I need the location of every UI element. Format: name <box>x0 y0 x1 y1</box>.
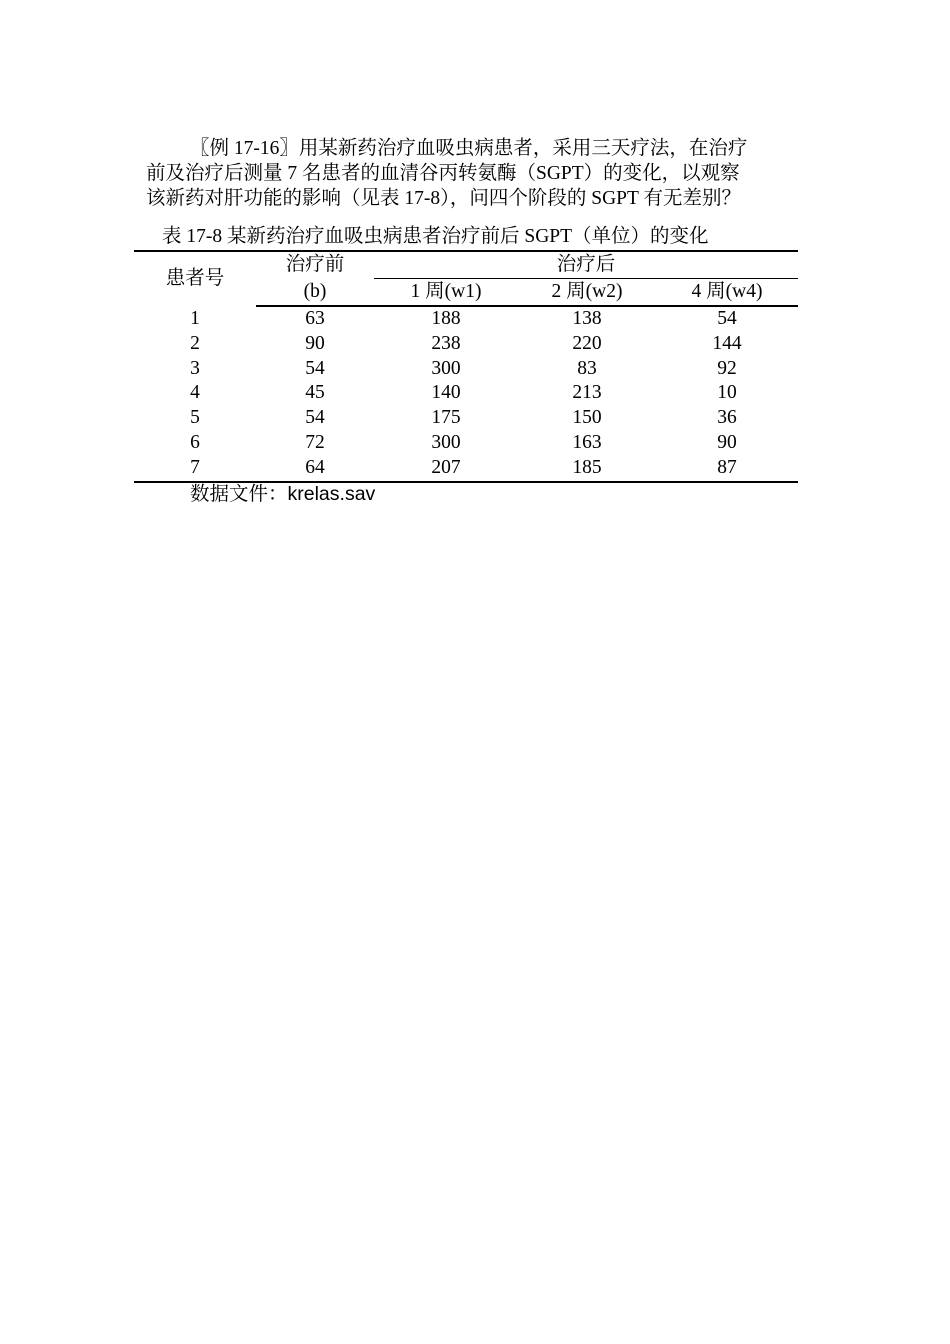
cell-week2: 220 <box>572 332 602 354</box>
cell-patient-id: 2 <box>190 332 200 354</box>
header-pre-treatment-code: (b) <box>256 279 374 307</box>
table-caption: 表 17-8 某新药治疗血吸虫病患者治疗前后 SGPT（单位）的变化 <box>162 226 709 247</box>
table-row <box>134 332 798 357</box>
cell-patient-id: 7 <box>134 456 256 482</box>
cell-week2: 213 <box>572 382 602 404</box>
table-row <box>134 306 798 332</box>
table-body <box>134 306 798 482</box>
cell-week1: 175 <box>431 407 461 429</box>
cell-week2: 83 <box>577 357 597 379</box>
header-patient-id: 患者号 <box>134 251 256 306</box>
paragraph-line: 〖例 17-16〗用某新药治疗血吸虫病患者，采用三天疗法，在治疗 <box>190 138 748 159</box>
cell-patient-id: 5 <box>190 407 200 429</box>
cell-week1: 300 <box>431 357 461 379</box>
table-row <box>134 357 798 382</box>
data-file-label: 数据文件： <box>190 484 288 505</box>
table-row <box>134 456 798 482</box>
cell-patient-id: 3 <box>190 357 200 379</box>
table-row <box>134 406 798 431</box>
cell-week4: 36 <box>717 407 737 429</box>
cell-pre-treatment: 72 <box>305 431 325 453</box>
cell-week4: 54 <box>717 308 737 329</box>
sgpt-table <box>134 250 798 483</box>
cell-pre-treatment: 64 <box>256 456 374 482</box>
cell-patient-id: 1 <box>190 307 200 329</box>
cell-week2: 138 <box>572 308 602 329</box>
header-week1: 1 周(w1) <box>374 279 518 307</box>
table-row <box>134 381 798 406</box>
cell-week2: 163 <box>572 431 602 453</box>
sgpt-table-container <box>134 250 798 483</box>
data-file-name: krelas.sav <box>287 483 376 505</box>
cell-patient-id: 4 <box>190 382 200 404</box>
cell-pre-treatment: 63 <box>305 308 325 329</box>
cell-week4: 10 <box>717 382 737 404</box>
header-post-treatment: 治疗后 <box>374 251 798 279</box>
cell-week1: 188 <box>431 308 461 329</box>
cell-week4: 90 <box>717 431 737 453</box>
header-pre-treatment: 治疗前 <box>256 251 374 279</box>
cell-week1: 140 <box>431 382 461 404</box>
table-row <box>134 431 798 456</box>
cell-pre-treatment: 54 <box>305 407 325 429</box>
cell-pre-treatment: 90 <box>305 332 325 354</box>
cell-pre-treatment: 45 <box>305 382 325 404</box>
cell-patient-id: 6 <box>190 431 200 453</box>
cell-week4: 144 <box>712 332 742 354</box>
table-header <box>134 251 798 306</box>
cell-week4: 92 <box>717 357 737 379</box>
cell-week4: 87 <box>656 456 798 482</box>
cell-week2: 150 <box>572 407 602 429</box>
cell-week1: 238 <box>431 332 461 354</box>
header-week4: 4 周(w4) <box>656 279 798 307</box>
cell-week2: 185 <box>518 456 656 482</box>
data-file-note <box>190 482 375 507</box>
header-week2: 2 周(w2) <box>518 279 656 307</box>
cell-week1: 300 <box>431 431 461 453</box>
paragraph-line: 前及治疗后测量 7 名患者的血清谷丙转氨酶（SGPT）的变化，以观察 <box>146 163 740 184</box>
cell-week1: 207 <box>374 456 518 482</box>
cell-pre-treatment: 54 <box>305 357 325 379</box>
paragraph-line: 该新药对肝功能的影响（见表 17-8），问四个阶段的 SGPT 有无差别？ <box>146 188 741 209</box>
example-paragraph <box>146 136 806 211</box>
